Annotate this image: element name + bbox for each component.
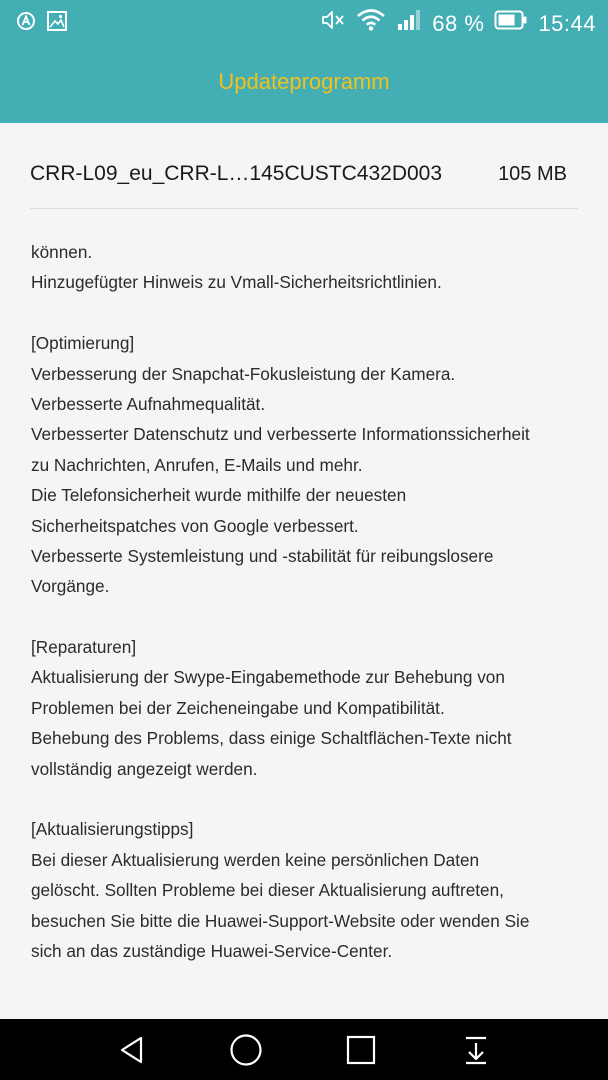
update-details[interactable] [0, 123, 608, 1019]
note-line: Vorgänge. [31, 576, 110, 597]
section-heading-repairs: [Reparaturen] [31, 637, 137, 658]
status-right-icons [320, 8, 596, 39]
note-line: Verbesserter Datenschutz und verbesserte Informationssicherheit [31, 424, 530, 445]
back-button[interactable] [114, 1032, 150, 1068]
image-icon [46, 10, 68, 37]
note-line: Bei dieser Aktualisierung werden keine persönlichen Daten [31, 849, 480, 870]
package-row [30, 159, 567, 189]
note-gap [31, 298, 586, 328]
note-line: Aktualisierung der Swype-Eingabemethode zur Behebung von [31, 667, 505, 688]
notification-pull-icon [461, 1035, 491, 1065]
note-line: Die Telefonsicherheit wurde mithilfe der neuesten [31, 485, 407, 506]
recents-icon [346, 1035, 376, 1065]
release-notes [31, 237, 586, 966]
note-line: zu Nachrichten, Anrufen, E-Mails und mehr. [31, 454, 363, 475]
note-line: Hinzugefügter Hinweis zu Vmall-Sicherheitsrichtlinien. [31, 272, 442, 293]
note-line: gelöscht. Sollten Probleme bei dieser Aktualisierung auftreten, [31, 880, 504, 901]
note-line: vollständig angezeigt werden. [31, 758, 258, 779]
status-bar [0, 0, 608, 44]
home-icon [229, 1033, 263, 1067]
home-button[interactable] [228, 1032, 264, 1068]
note-line: sich an das zuständige Huawei-Service-Center. [31, 940, 393, 961]
clock: 15:44 [538, 10, 596, 36]
notification-a-icon [16, 11, 36, 36]
wifi-icon [356, 8, 386, 39]
app-bar [0, 44, 608, 123]
note-line: Problemen bei der Zeicheneingabe und Kompatibilität. [31, 697, 445, 718]
note-line: Sicherheitspatches von Google verbessert. [31, 515, 359, 536]
signal-icon [396, 8, 422, 39]
status-left-icons [16, 10, 68, 37]
battery-percent: 68 % [432, 10, 485, 36]
battery-icon [494, 9, 528, 38]
package-name: CRR-L09_eu_CRR-L…145CUSTC432D003 [30, 162, 443, 185]
notification-pull-button[interactable] [458, 1032, 494, 1068]
note-line: Verbesserte Systemleistung und -stabilität für reibungslosere [31, 545, 494, 566]
section-heading-tips: [Aktualisierungstipps] [31, 819, 194, 840]
note-line: Verbesserung der Snapchat-Fokusleistung der Kamera. [31, 363, 456, 384]
page-title: Updateprogramm [218, 68, 390, 94]
mute-icon [320, 8, 346, 39]
note-gap [31, 602, 586, 632]
note-line: Behebung des Problems, dass einige Schaltflächen-Texte nicht [31, 728, 512, 749]
navigation-bar [0, 1019, 608, 1080]
recents-button[interactable] [343, 1032, 379, 1068]
note-line: können. [31, 242, 93, 262]
note-line: Verbesserte Aufnahmequalität. [31, 393, 266, 414]
package-size: 105 MB [498, 163, 567, 185]
section-heading-optimization: [Optimierung] [31, 333, 135, 354]
note-line: besuchen Sie bitte die Huawei-Support-Website oder wenden Sie [31, 910, 530, 931]
back-icon [116, 1034, 148, 1066]
divider [30, 208, 578, 209]
note-gap [31, 784, 586, 814]
